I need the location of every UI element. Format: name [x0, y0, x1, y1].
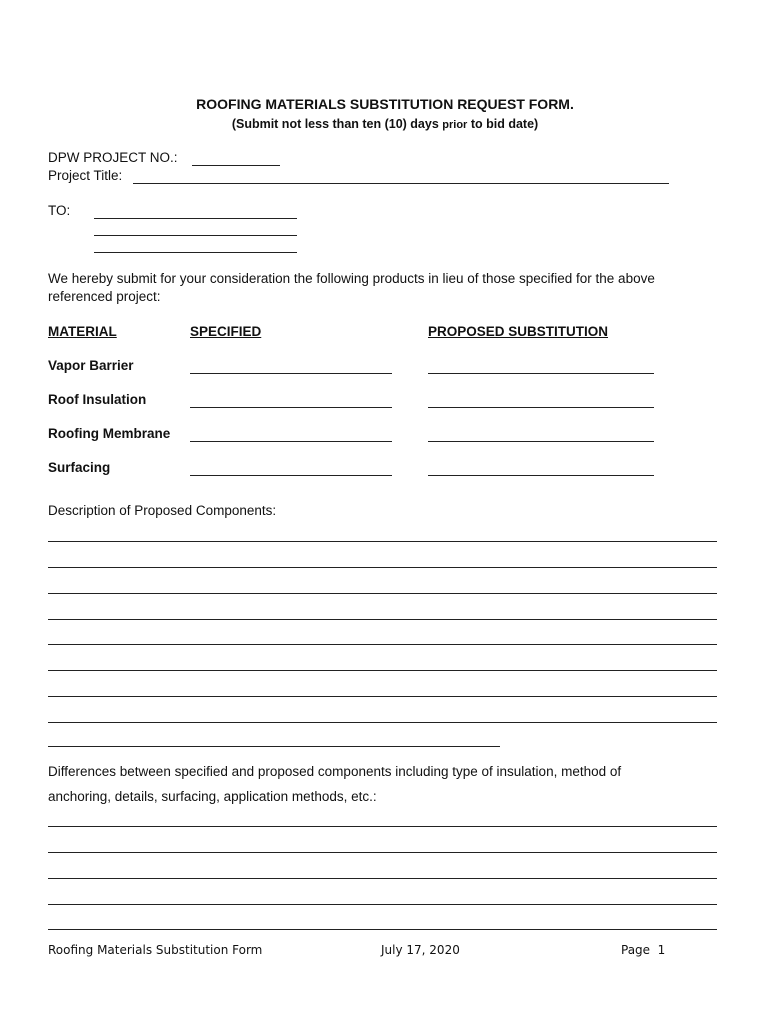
intro-line-2: referenced project: — [48, 289, 161, 304]
differences-line[interactable] — [48, 826, 717, 827]
proposed-field-vapor-barrier[interactable] — [428, 373, 654, 374]
description-line[interactable] — [48, 644, 717, 645]
footer-form-name: Roofing Materials Substitution Form — [48, 943, 263, 957]
project-title-label: Project Title: — [48, 168, 123, 183]
description-line[interactable] — [48, 670, 717, 671]
differences-line-1: Differences between specified and proposed components including type of insulation, method of — [48, 764, 622, 779]
specified-field-roofing-membrane[interactable] — [190, 441, 392, 442]
description-line-short[interactable] — [48, 746, 500, 747]
header-specified: SPECIFIED — [190, 324, 262, 339]
material-roof-insulation: Roof Insulation — [48, 392, 147, 407]
description-line[interactable] — [48, 541, 717, 542]
description-line[interactable] — [48, 593, 717, 594]
material-roofing-membrane: Roofing Membrane — [48, 426, 171, 441]
proposed-field-surfacing[interactable] — [428, 475, 654, 476]
footer-page-number: Page 1 — [621, 943, 666, 957]
proposed-field-roof-insulation[interactable] — [428, 407, 654, 408]
differences-line[interactable] — [48, 878, 717, 879]
specified-field-vapor-barrier[interactable] — [190, 373, 392, 374]
form-title: ROOFING MATERIALS SUBSTITUTION REQUEST FORM. — [196, 96, 574, 112]
description-label: Description of Proposed Components: — [48, 503, 277, 518]
subtitle-end: to bid date) — [470, 117, 539, 131]
form-subtitle — [0, 117, 770, 131]
proposed-field-roofing-membrane[interactable] — [428, 441, 654, 442]
header-material: MATERIAL — [48, 324, 117, 339]
to-field-line-3[interactable] — [94, 252, 297, 253]
differences-line[interactable] — [48, 904, 717, 905]
material-surfacing: Surfacing — [48, 460, 111, 475]
to-field-line-2[interactable] — [94, 235, 297, 236]
project-no-field[interactable] — [192, 165, 280, 166]
differences-line[interactable] — [48, 852, 717, 853]
subtitle-main: (Submit not less than ten (10) days — [231, 117, 439, 131]
differences-line-2: anchoring, details, surfacing, application methods, etc.: — [48, 789, 377, 804]
material-vapor-barrier: Vapor Barrier — [48, 358, 134, 373]
description-line[interactable] — [48, 722, 717, 723]
to-label: TO: — [48, 203, 71, 218]
footer-date: July 17, 2020 — [381, 943, 460, 957]
differences-line[interactable] — [48, 929, 717, 930]
specified-field-roof-insulation[interactable] — [190, 407, 392, 408]
header-proposed-substitution: PROPOSED SUBSTITUTION — [428, 324, 609, 339]
description-line[interactable] — [48, 619, 717, 620]
project-title-field[interactable] — [133, 183, 669, 184]
project-no-label: DPW PROJECT NO.: — [48, 150, 178, 165]
to-field-line-1[interactable] — [94, 218, 297, 219]
subtitle-prior: prior — [442, 119, 468, 131]
intro-line-1: We hereby submit for your consideration the following products in lieu of those specified for the above — [48, 271, 655, 286]
description-line[interactable] — [48, 567, 717, 568]
specified-field-surfacing[interactable] — [190, 475, 392, 476]
description-line[interactable] — [48, 696, 717, 697]
